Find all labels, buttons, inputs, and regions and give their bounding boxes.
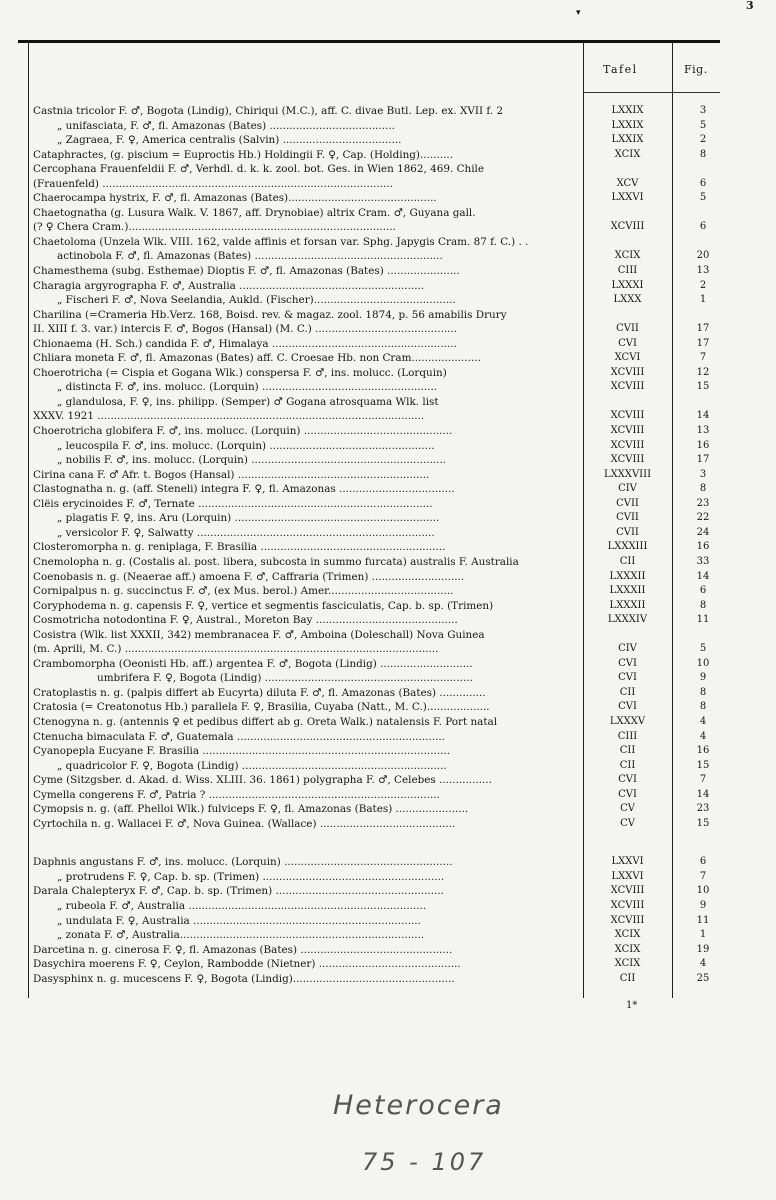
species-entry: Dasysphinx n. g. mucescens F. ♀, Bogota (Lindig)................................................. bbox=[33, 972, 455, 985]
species-entry: Chamesthema (subg. Esthemae) Dioptis F. ♂, fl. Amazonas (Bates) ...................... bbox=[33, 265, 460, 278]
tafel-cell: LXXXII bbox=[609, 585, 646, 597]
tafel-cell: XCVI bbox=[614, 352, 641, 364]
fig-cell: 8 bbox=[699, 148, 707, 160]
tafel-cell: XCVIII bbox=[610, 454, 645, 466]
species-entry: Dasychira moerens F. ♀, Ceylon, Rambodde (Nietner) ........................................... bbox=[33, 958, 461, 971]
page-number: 3 bbox=[746, 0, 754, 12]
species-entry: Cornipalpus n. g. succinctus F. ♂, (ex Mus. berol.) Amer...................................... bbox=[33, 585, 454, 598]
fig-cell: 8 bbox=[699, 599, 707, 611]
species-entry: Cataphractes, (g. piscium = Euproctis Hb.) Holdingii F. ♀, Cap. (Holding).......... bbox=[33, 148, 453, 161]
signature-mark: 1* bbox=[626, 1000, 638, 1011]
fig-cell: 6 bbox=[699, 221, 707, 233]
species-entry: Choerotricha (= Cispia et Gogana Wlk.) conspersa F. ♂, ins. molucc. (Lorquin) bbox=[33, 366, 447, 379]
table-row bbox=[33, 497, 723, 512]
table-row bbox=[33, 395, 723, 410]
table-row bbox=[33, 642, 723, 657]
tafel-cell: XCVIII bbox=[610, 425, 645, 437]
species-entry: Cirina cana F. ♂ Afr. t. Bogos (Hansal) .......................................................... bbox=[33, 468, 430, 481]
fig-cell: 2 bbox=[699, 279, 707, 291]
species-entry: „ nobilis F. ♂, ins. molucc. (Lorquin) ........................................................... bbox=[57, 454, 447, 467]
species-entry: Closteromorpha n. g. reniplaga, F. Brasilia ........................................................ bbox=[33, 541, 446, 554]
table-row bbox=[33, 802, 723, 817]
fig-cell: 6 bbox=[699, 177, 707, 189]
fig-cell: 5 bbox=[699, 643, 707, 655]
table-row bbox=[33, 220, 723, 235]
fig-cell: 14 bbox=[696, 788, 710, 800]
table-row bbox=[33, 468, 723, 483]
table-row bbox=[33, 715, 723, 730]
species-entry: „ zonata F. ♂, Australia.......................................................................... bbox=[57, 929, 425, 942]
table-row bbox=[33, 191, 723, 206]
tafel-cell: CII bbox=[619, 759, 636, 771]
table-row bbox=[33, 570, 723, 585]
species-entry: Daphnis angustans F. ♂, ins. molucc. (Lorquin) ................................................... bbox=[33, 856, 453, 869]
fig-cell: 23 bbox=[696, 497, 710, 509]
fig-cell: 13 bbox=[696, 265, 710, 277]
fig-cell: 7 bbox=[699, 870, 707, 882]
tafel-cell: CIII bbox=[617, 265, 638, 277]
tafel-cell: LXXXVIII bbox=[603, 468, 652, 480]
species-entry: Cymella congerens F. ♂, Patria ? ...................................................................... bbox=[33, 788, 440, 801]
tafel-cell: CVI bbox=[618, 337, 637, 349]
tafel-cell: CII bbox=[619, 972, 636, 984]
species-entry: Ctenucha bimaculata F. ♂, Guatemala ............................................................... bbox=[33, 730, 445, 743]
tafel-cell: CIV bbox=[618, 483, 637, 495]
fig-cell: 16 bbox=[696, 745, 710, 757]
column-header-tafel: Tafel bbox=[603, 63, 638, 76]
species-entry: Charilina (=Crameria Hb.Verz. 168, Boisd. rev. & magaz. zool. 1874, p. 56 amabilis Drury bbox=[33, 308, 507, 321]
table-row bbox=[33, 584, 723, 599]
left-column-rule bbox=[28, 42, 29, 998]
species-entry: „ distincta F. ♂, ins. molucc. (Lorquin) ..................................................... bbox=[57, 381, 438, 394]
index-table bbox=[33, 104, 723, 986]
tafel-cell: XCVIII bbox=[610, 899, 645, 911]
species-entry: „ Zagraea, F. ♀, America centralis (Salvin) .................................... bbox=[57, 134, 402, 147]
fig-cell: 1 bbox=[699, 294, 707, 306]
fig-cell: 19 bbox=[696, 943, 710, 955]
fig-cell: 17 bbox=[696, 323, 710, 335]
fig-cell: 7 bbox=[699, 352, 707, 364]
fig-cell: 15 bbox=[696, 759, 710, 771]
tafel-cell: CII bbox=[619, 686, 636, 698]
species-entry: umbrifera F. ♀, Bogota (Lindig) ............................................................... bbox=[97, 672, 473, 685]
table-row bbox=[33, 439, 723, 454]
tafel-cell: CVII bbox=[616, 512, 639, 524]
table-row bbox=[33, 133, 723, 148]
fig-cell: 5 bbox=[699, 192, 707, 204]
table-row bbox=[33, 264, 723, 279]
table-row bbox=[33, 870, 723, 885]
tafel-cell: LXXXIII bbox=[607, 541, 648, 553]
table-row bbox=[33, 177, 723, 192]
fig-cell: 13 bbox=[696, 425, 710, 437]
column-header-fig: Fig. bbox=[684, 63, 708, 76]
table-row bbox=[33, 884, 723, 899]
table-row bbox=[33, 206, 723, 221]
fig-cell: 17 bbox=[696, 454, 710, 466]
tafel-cell: LXXIX bbox=[611, 119, 644, 131]
table-row bbox=[33, 855, 723, 870]
fig-cell: 8 bbox=[699, 686, 707, 698]
species-entry: XXXV. 1921 ................................................................................................... bbox=[33, 410, 425, 423]
fig-cell: 14 bbox=[696, 410, 710, 422]
fig-cell: 14 bbox=[696, 570, 710, 582]
species-entry: „ protrudens F. ♀, Cap. b. sp. (Trimen) ....................................................... bbox=[57, 870, 445, 883]
table-row bbox=[33, 788, 723, 803]
fig-cell: 6 bbox=[699, 585, 707, 597]
species-entry: Cratosia (= Creatonotus Hb.) parallela F. ♀, Brasilia, Cuyaba (Natt., M. C.)................... bbox=[33, 701, 490, 714]
tafel-cell: XCV bbox=[616, 177, 639, 189]
tafel-cell: CIV bbox=[618, 643, 637, 655]
table-row bbox=[33, 686, 723, 701]
species-entry: „ versicolor F. ♀, Salwatty ........................................................................ bbox=[57, 526, 435, 539]
fig-cell: 16 bbox=[696, 541, 710, 553]
tafel-cell: XCVIII bbox=[610, 381, 645, 393]
tafel-cell: CVII bbox=[616, 526, 639, 538]
species-entry: „ rubeola F. ♂, Australia ........................................................................ bbox=[57, 899, 427, 912]
fig-cell: 25 bbox=[696, 972, 710, 984]
species-entry: Coryphodema n. g. capensis F. ♀, vertice et segmentis fasciculatis, Cap. b. sp. (Trimen) bbox=[33, 599, 494, 612]
section-gap bbox=[33, 831, 723, 855]
fig-cell: 20 bbox=[696, 250, 710, 262]
table-row bbox=[33, 104, 723, 119]
fig-cell: 15 bbox=[696, 817, 710, 829]
table-row bbox=[33, 148, 723, 163]
table-row bbox=[33, 249, 723, 264]
table-row bbox=[33, 899, 723, 914]
tafel-cell: CVI bbox=[618, 657, 637, 669]
species-entry: Chliara moneta F. ♂, fl. Amazonas (Bates) aff. C. Croesae Hb. non Cram..................... bbox=[33, 352, 481, 365]
tafel-cell: LXXXI bbox=[611, 279, 644, 291]
fig-cell: 22 bbox=[696, 512, 710, 524]
table-row bbox=[33, 235, 723, 250]
tafel-cell: LXXXIV bbox=[607, 614, 648, 626]
table-row bbox=[33, 511, 723, 526]
table-row bbox=[33, 914, 723, 929]
tafel-cell: XCVIII bbox=[610, 885, 645, 897]
species-entry: Chaetoloma (Unzela Wlk. VIII. 162, valde affinis et forsan var. Sphg. Japygis Cram. 87 f. C.) . . bbox=[33, 235, 529, 248]
fig-cell: 4 bbox=[699, 730, 707, 742]
table-row bbox=[33, 657, 723, 672]
tafel-cell: XCIX bbox=[614, 943, 641, 955]
table-row bbox=[33, 943, 723, 958]
table-row bbox=[33, 453, 723, 468]
species-entry: „ unifasciata, F. ♂, fl. Amazonas (Bates) ...................................... bbox=[57, 119, 395, 132]
tafel-cell: CVI bbox=[618, 788, 637, 800]
table-row bbox=[33, 409, 723, 424]
handwritten-note-title: Heterocera bbox=[333, 1090, 504, 1121]
fig-cell: 11 bbox=[696, 914, 710, 926]
table-row bbox=[33, 599, 723, 614]
table-row bbox=[33, 526, 723, 541]
species-entry: Chionaema (H. Sch.) candida F. ♂, Himalaya ........................................................ bbox=[33, 337, 457, 350]
table-row bbox=[33, 773, 723, 788]
tafel-cell: CVI bbox=[618, 701, 637, 713]
fig-cell: 2 bbox=[699, 134, 707, 146]
tafel-cell: CV bbox=[620, 803, 635, 815]
fig-cell: 6 bbox=[699, 856, 707, 868]
table-row bbox=[33, 817, 723, 832]
header-rule bbox=[583, 92, 720, 93]
fig-cell: 16 bbox=[696, 439, 710, 451]
species-entry: Castnia tricolor F. ♂, Bogota (Lindig), Chiriqui (M.C.), aff. C. divae Butl. Lep. ex. XVII f. 2 bbox=[33, 105, 504, 117]
tafel-cell: XCVIII bbox=[610, 439, 645, 451]
table-row bbox=[33, 613, 723, 628]
table-row bbox=[33, 366, 723, 381]
species-entry: Clëis erycinoides F. ♂, Ternate ....................................................................... bbox=[33, 497, 433, 510]
species-entry: „ plagatis F. ♀, ins. Aru (Lorquin) .............................................................. bbox=[57, 512, 440, 525]
fig-cell: 12 bbox=[696, 366, 710, 378]
species-entry: Cyme (Sitzgsber. d. Akad. d. Wiss. XLIII. 36. 1861) polygrapha F. ♂, Celebes ................ bbox=[33, 774, 492, 787]
species-entry: Clastognatha n. g. (aff. Steneli) integra F. ♀, fl. Amazonas ................................... bbox=[33, 483, 455, 496]
table-row bbox=[33, 628, 723, 643]
tafel-cell: CII bbox=[619, 745, 636, 757]
species-entry: actinobola F. ♂, fl. Amazonas (Bates) ......................................................... bbox=[57, 250, 443, 263]
fig-cell: 9 bbox=[699, 899, 707, 911]
table-row bbox=[33, 759, 723, 774]
species-entry: Darala Chalepteryx F. ♂, Cap. b. sp. (Trimen) ................................................... bbox=[33, 885, 444, 898]
fig-cell: 3 bbox=[699, 468, 707, 480]
table-row bbox=[33, 279, 723, 294]
species-entry: Chaerocampa hystrix, F. ♂, fl. Amazonas (Bates)............................................. bbox=[33, 192, 437, 205]
species-entry: II. XIII f. 3. var.) intercis F. ♂, Bogos (Hansal) (M. C.) ........................................... bbox=[33, 323, 458, 336]
tafel-cell: LXXXII bbox=[609, 599, 646, 611]
fig-cell: 10 bbox=[696, 885, 710, 897]
species-entry: „ quadricolor F. ♀, Bogota (Lindig) .............................................................. bbox=[57, 759, 447, 772]
species-entry: Cratoplastis n. g. (palpis differt ab Eucyrta) diluta F. ♂, fl. Amazonas (Bates) .............. bbox=[33, 686, 486, 699]
species-entry: „ Fischeri F. ♂, Nova Seelandia, Aukld. (Fischer)........................................... bbox=[57, 294, 456, 307]
species-entry: Cnemolopha n. g. (Costalis al. post. libera, subcosta in summo furcata) australis F. Australia bbox=[33, 555, 519, 568]
species-entry: Crambomorpha (Oeonisti Hb. aff.) argentea F. ♂, Bogota (Lindig) ............................ bbox=[33, 657, 473, 670]
fig-cell: 4 bbox=[699, 715, 707, 727]
tafel-cell: XCVIII bbox=[610, 366, 645, 378]
species-entry: Cosistra (Wlk. list XXXII, 342) membranacea F. ♂, Amboina (Doleschall) Nova Guinea bbox=[33, 628, 485, 641]
species-entry: (? ♀ Chera Cram.)................................................................................. bbox=[33, 221, 396, 234]
tafel-cell: XCIX bbox=[614, 148, 641, 160]
fig-cell: 7 bbox=[699, 774, 707, 786]
tafel-cell: XCVIII bbox=[610, 221, 645, 233]
tafel-cell: LXXVI bbox=[611, 856, 644, 868]
table-row bbox=[33, 555, 723, 570]
table-row bbox=[33, 424, 723, 439]
table-row bbox=[33, 119, 723, 134]
table-row bbox=[33, 162, 723, 177]
tafel-cell: XCVIII bbox=[610, 410, 645, 422]
fig-cell: 24 bbox=[696, 526, 710, 538]
handwritten-note-range: 75 - 107 bbox=[362, 1148, 487, 1176]
fig-cell: 9 bbox=[699, 672, 707, 684]
fig-cell: 1 bbox=[699, 929, 707, 941]
table-row bbox=[33, 482, 723, 497]
table-row bbox=[33, 928, 723, 943]
tafel-cell: LXXIX bbox=[611, 134, 644, 146]
table-row bbox=[33, 322, 723, 337]
tafel-cell: LXXIX bbox=[611, 105, 644, 116]
table-row bbox=[33, 293, 723, 308]
fig-cell: 8 bbox=[699, 701, 707, 713]
table-row bbox=[33, 744, 723, 759]
species-entry: (m. Aprili, M. C.) ............................................................................................... bbox=[33, 643, 439, 656]
species-entry: Choerotricha globifera F. ♂, ins. molucc. (Lorquin) ............................................. bbox=[33, 425, 453, 438]
species-entry: „ leucospila F. ♂, ins. molucc. (Lorquin) .................................................. bbox=[57, 439, 435, 452]
species-entry: „ glandulosa, F. ♀, ins. philipp. (Semper) ♂ Gogana atrosquama Wlk. list bbox=[57, 395, 439, 408]
species-entry: Darcetina n. g. cinerosa F. ♀, fl. Amazonas (Bates) .............................................. bbox=[33, 943, 453, 956]
table-row bbox=[33, 540, 723, 555]
tafel-cell: XCVIII bbox=[610, 914, 645, 926]
tafel-cell: LXXXII bbox=[609, 570, 646, 582]
fig-cell: 4 bbox=[699, 958, 707, 970]
tafel-cell: XCIX bbox=[614, 958, 641, 970]
fig-cell: 15 bbox=[696, 381, 710, 393]
fig-cell: 10 bbox=[696, 657, 710, 669]
species-entry: Chaetognatha (g. Lusura Walk. V. 1867, aff. Drynobiae) altrix Cram. ♂, Guyana gall. bbox=[33, 206, 476, 219]
table-row bbox=[33, 671, 723, 686]
tafel-cell: LXXVI bbox=[611, 192, 644, 204]
table-row bbox=[33, 337, 723, 352]
tafel-cell: CVI bbox=[618, 672, 637, 684]
species-entry: Cyanopepla Eucyane F. Brasilia ........................................................................... bbox=[33, 745, 451, 758]
fig-cell: 23 bbox=[696, 803, 710, 815]
tafel-cell: LXXVI bbox=[611, 870, 644, 882]
fig-cell: 5 bbox=[699, 119, 707, 131]
tafel-cell: CVI bbox=[618, 774, 637, 786]
table-row bbox=[33, 308, 723, 323]
species-entry: „ undulata F. ♀, Australia ..................................................................... bbox=[57, 914, 421, 927]
fig-cell: 11 bbox=[696, 614, 710, 626]
tafel-cell: CVII bbox=[616, 323, 639, 335]
margin-mark: ▾ bbox=[576, 8, 581, 18]
table-row bbox=[33, 957, 723, 972]
tafel-cell: LXXXV bbox=[609, 715, 646, 727]
fig-cell: 3 bbox=[699, 105, 707, 116]
species-entry: Cymopsis n. g. (aff. Phelloi Wlk.) fulviceps F. ♀, fl. Amazonas (Bates) ...................... bbox=[33, 803, 469, 816]
species-entry: Cosmotricha notodontina F. ♀, Austral., Moreton Bay ........................................... bbox=[33, 614, 458, 627]
species-entry: Charagia argyrographa F. ♂, Australia ........................................................ bbox=[33, 279, 425, 292]
fig-cell: 8 bbox=[699, 483, 707, 495]
species-entry: Cyrtochila n. g. Wallacei F. ♂, Nova Guinea. (Wallace) ......................................... bbox=[33, 817, 456, 830]
table-row bbox=[33, 730, 723, 745]
species-entry: Coenobasis n. g. (Neaerae aff.) amoena F. ♂, Caffraria (Trimen) ............................ bbox=[33, 570, 465, 583]
top-rule bbox=[18, 40, 720, 43]
tafel-cell: CII bbox=[619, 555, 636, 567]
tafel-cell: CV bbox=[620, 817, 635, 829]
species-entry: Ctenogyna n. g. (antennis ♀ et pedibus differt ab g. Oreta Walk.) natalensis F. Port natal bbox=[33, 715, 498, 728]
species-entry: (Frauenfeld) ........................................................................................ bbox=[33, 177, 393, 190]
tafel-cell: XCIX bbox=[614, 929, 641, 941]
tafel-cell: CVII bbox=[616, 497, 639, 509]
table-row bbox=[33, 380, 723, 395]
tafel-cell: CIII bbox=[617, 730, 638, 742]
fig-cell: 33 bbox=[696, 555, 710, 567]
tafel-cell: LXXX bbox=[613, 294, 642, 306]
fig-cell: 17 bbox=[696, 337, 710, 349]
table-row bbox=[33, 700, 723, 715]
table-row bbox=[33, 351, 723, 366]
species-entry: Cercophana Frauenfeldii F. ♂, Verhdl. d. k. k. zool. bot. Ges. in Wien 1862, 469. Chile bbox=[33, 163, 485, 176]
table-row bbox=[33, 972, 723, 987]
tafel-cell: XCIX bbox=[614, 250, 641, 262]
